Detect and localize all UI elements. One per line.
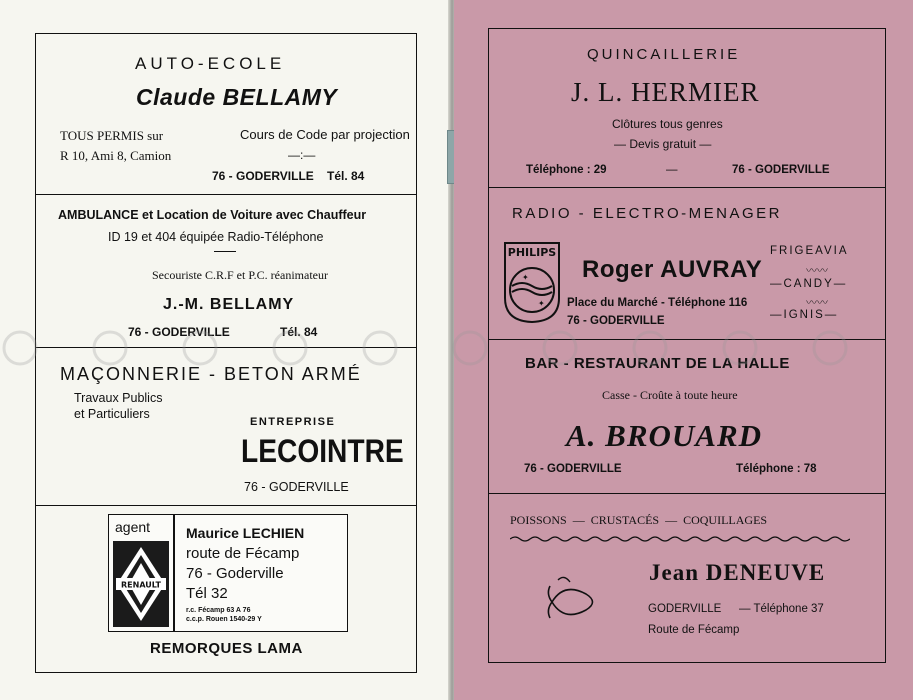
auto-ecole-city: 76 - GODERVILLE	[212, 169, 314, 183]
auto-ecole-title: AUTO-ECOLE	[135, 54, 286, 73]
maconnerie-label: ENTREPRISE	[250, 416, 336, 428]
renault-text: RENAULT	[121, 580, 161, 590]
lechien-name: Maurice LECHIEN	[186, 525, 305, 541]
ambulance-line-1: AMBULANCE et Location de Voiture avec Chauffeur	[58, 208, 367, 222]
ambulance-city: 76 - GODERVILLE	[128, 325, 230, 339]
maconnerie-line-2: et Particuliers	[74, 407, 150, 421]
tilde-divider: 〰〰	[806, 265, 828, 277]
hermier-phone: Téléphone : 29	[526, 164, 607, 176]
ambulance-name: J.-M. BELLAMY	[163, 296, 295, 313]
hermier-name: J. L. HERMIER	[571, 77, 760, 107]
hermier-city: 76 - GODERVILLE	[732, 164, 830, 176]
hermier-title: QUINCAILLERIE	[587, 46, 741, 63]
auto-ecole-permis-2: R 10, Ami 8, Camion	[60, 148, 172, 163]
brouard-title: BAR - RESTAURANT DE LA HALLE	[525, 355, 790, 372]
watermark	[0, 318, 913, 393]
auvray-brand-1: FRIGEAVIA	[770, 245, 849, 257]
fish-logo-icon	[544, 572, 604, 632]
brouard-city: 76 - GODERVILLE	[524, 463, 622, 475]
auto-ecole-permis-1: TOUS PERMIS sur	[60, 128, 164, 143]
renault-logo-icon	[113, 541, 169, 627]
auvray-name: Roger AUVRAY	[582, 256, 763, 283]
philips-logo-icon	[502, 240, 562, 324]
auvray-brand-3: —IGNIS—	[770, 309, 839, 321]
ambulance-line-3: Secouriste C.R.F et P.C. réanimateur	[152, 268, 328, 282]
svg-text:✦: ✦	[538, 299, 545, 308]
divider	[36, 505, 416, 506]
wave-divider	[510, 530, 850, 538]
auvray-line-1: Place du Marché - Téléphone 116	[567, 297, 748, 309]
ambulance-line-2: ID 19 et 404 équipée Radio-Téléphone	[108, 230, 324, 244]
deneuve-phone: — Téléphone 37	[739, 603, 824, 615]
auto-ecole-code-2: —:—	[288, 148, 316, 162]
lechien-ccp: c.c.p. Rouen 1540-29 Y	[186, 616, 262, 623]
philips-text: PHILIPS	[507, 246, 557, 259]
deneuve-route: Route de Fécamp	[648, 624, 740, 636]
lechien-line-2: 76 - Goderville	[186, 565, 284, 582]
renault-agent-box	[108, 514, 174, 632]
maconnerie-city: 76 - GODERVILLE	[244, 480, 349, 494]
maconnerie-line-1: Travaux Publics	[74, 391, 163, 405]
divider	[489, 493, 885, 494]
lechien-box	[174, 514, 348, 632]
brouard-phone: Téléphone : 78	[736, 463, 817, 475]
brouard-line-1: Casse - Croûte à toute heure	[602, 388, 738, 402]
auvray-city: 76 - GODERVILLE	[567, 315, 665, 327]
deneuve-line-1: POISSONS — CRUSTACÉS — COQUILLAGES	[510, 513, 768, 527]
brouard-name: A. BROUARD	[566, 418, 763, 453]
remorques-lama: REMORQUES LAMA	[150, 640, 303, 657]
maconnerie-name: LECOINTRE	[241, 433, 404, 469]
divider	[489, 187, 885, 188]
deneuve-city: GODERVILLE	[648, 603, 722, 615]
auto-ecole-tel: Tél. 84	[327, 169, 365, 183]
svg-text:✦: ✦	[522, 273, 529, 282]
agent-label: agent	[115, 519, 151, 535]
auto-ecole-code-1: Cours de Code par projection	[240, 127, 410, 142]
hermier-line-1: Clôtures tous genres	[612, 117, 723, 131]
tilde-divider: 〰〰	[806, 297, 828, 309]
maconnerie-title: MAÇONNERIE - BETON ARMÉ	[60, 364, 362, 384]
divider	[36, 194, 416, 195]
hermier-dash: —	[666, 164, 678, 176]
ambulance-tel: Tél. 84	[280, 325, 318, 339]
lechien-line-3: Tél 32	[186, 585, 228, 602]
auvray-brand-2: —CANDY—	[770, 278, 848, 290]
auto-ecole-name: Claude BELLAMY	[136, 84, 338, 110]
lechien-line-1: route de Fécamp	[186, 545, 300, 562]
short-divider	[214, 251, 236, 252]
lechien-rc: r.c. Fécamp 63 A 76	[186, 607, 251, 614]
deneuve-name: Jean DENEUVE	[649, 560, 826, 585]
auvray-title: RADIO - ELECTRO-MENAGER	[512, 205, 783, 222]
hermier-line-2: — Devis gratuit —	[614, 137, 712, 151]
